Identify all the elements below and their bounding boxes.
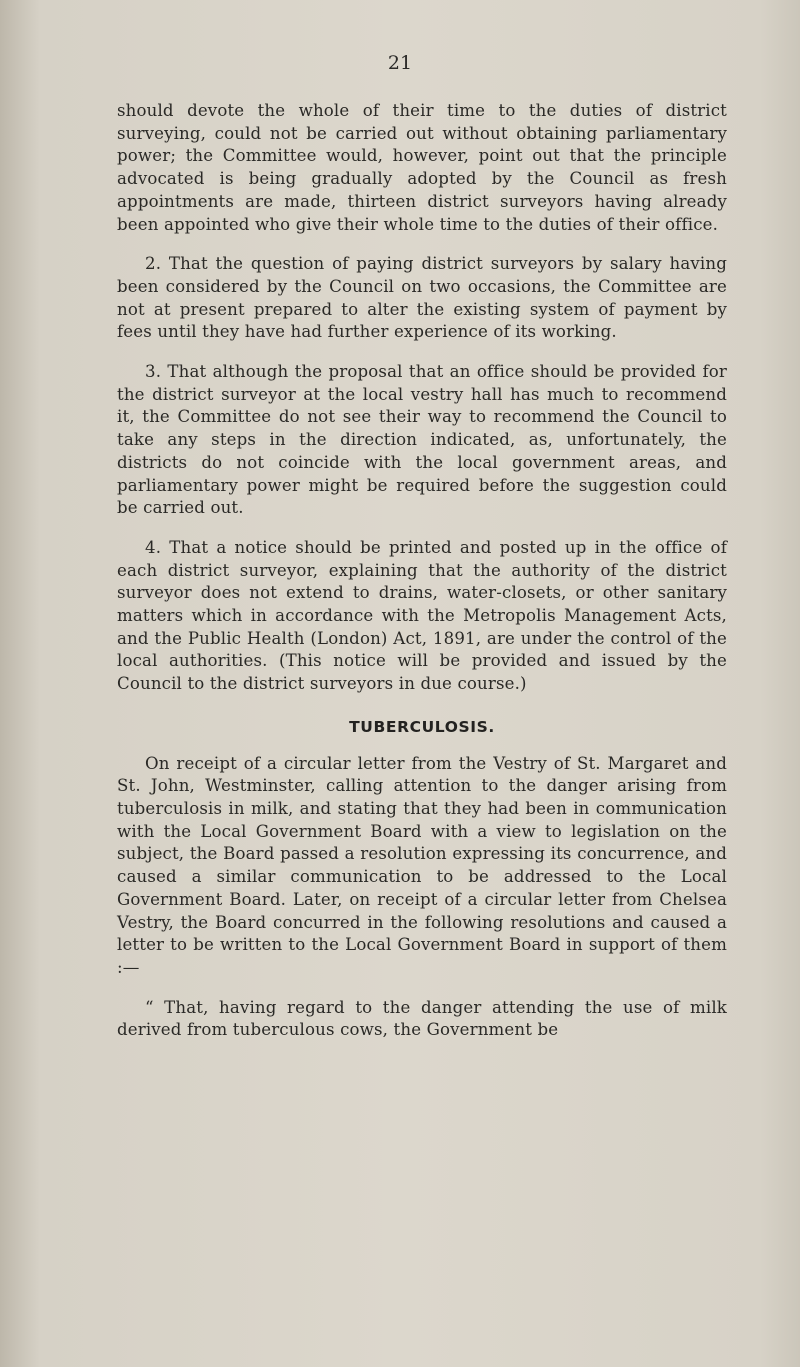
paragraph-item-4: 4. That a notice should be printed and posted up in the office of each district surveyor, explaining that the authority of the district surveyor does not extend to drains, water-closets, or other sanitary matters which in accordance with the Metropolis Management Acts, and the Public Health (London) Act, 1891, are under the control of the local authorities. (This notice will be provided and issued by the Council to the district surveyors in due course.)	[117, 537, 727, 694]
paragraph-tuberculosis: On receipt of a circular letter from the Vestry of St. Margaret and St. John, Westminster, calling attention to the danger arising from tuberculosis in milk, and stating that they had been in communication with the Local Government Board with a view to legislation on the subject, the Board passed a resolution expressing its concurrence, and caused a similar communication to be addressed to the Local Government Board. Later, on receipt of a circular letter from Chelsea Vestry, the Board concurred in the following resolutions and caused a letter to be written to the Local Government Board in support of them :—	[117, 753, 727, 977]
section-heading: TUBERCULOSIS.	[349, 717, 495, 736]
paragraph-resolution-quote: “ That, having regard to the danger attending the use of milk derived from tuberculous cows, the Government be	[117, 997, 727, 1040]
paragraph-continuation: should devote the whole of their time to the duties of district surveying, could not be carried out without obtaining parliamentary power; the Committee would, however, point out that the principle advocated is being gradually adopted by the Council as fresh appointments are made, thirteen district surveyors having already been appointed who give their whole time to the duties of their office.	[117, 101, 727, 234]
paragraph-item-2: 2. That the question of paying district surveyors by salary having been considered by the Council on two occasions, the Committee are not at present prepared to alter the existing system of payment by fees until they have had further experience of its working.	[117, 254, 727, 342]
page-number: 21	[387, 52, 413, 74]
paragraph-item-3: 3. That although the proposal that an office should be provided for the district surveyor at the local vestry hall has much to recommend it, the Committee do not see their way to recommend the Council to take any steps in the direction indicated, as, unfortunately, the districts do not coincide with the local government areas, and parliamentary power might be required before the suggestion could be carried out.	[117, 362, 727, 518]
body-text	[117, 100, 727, 1059]
